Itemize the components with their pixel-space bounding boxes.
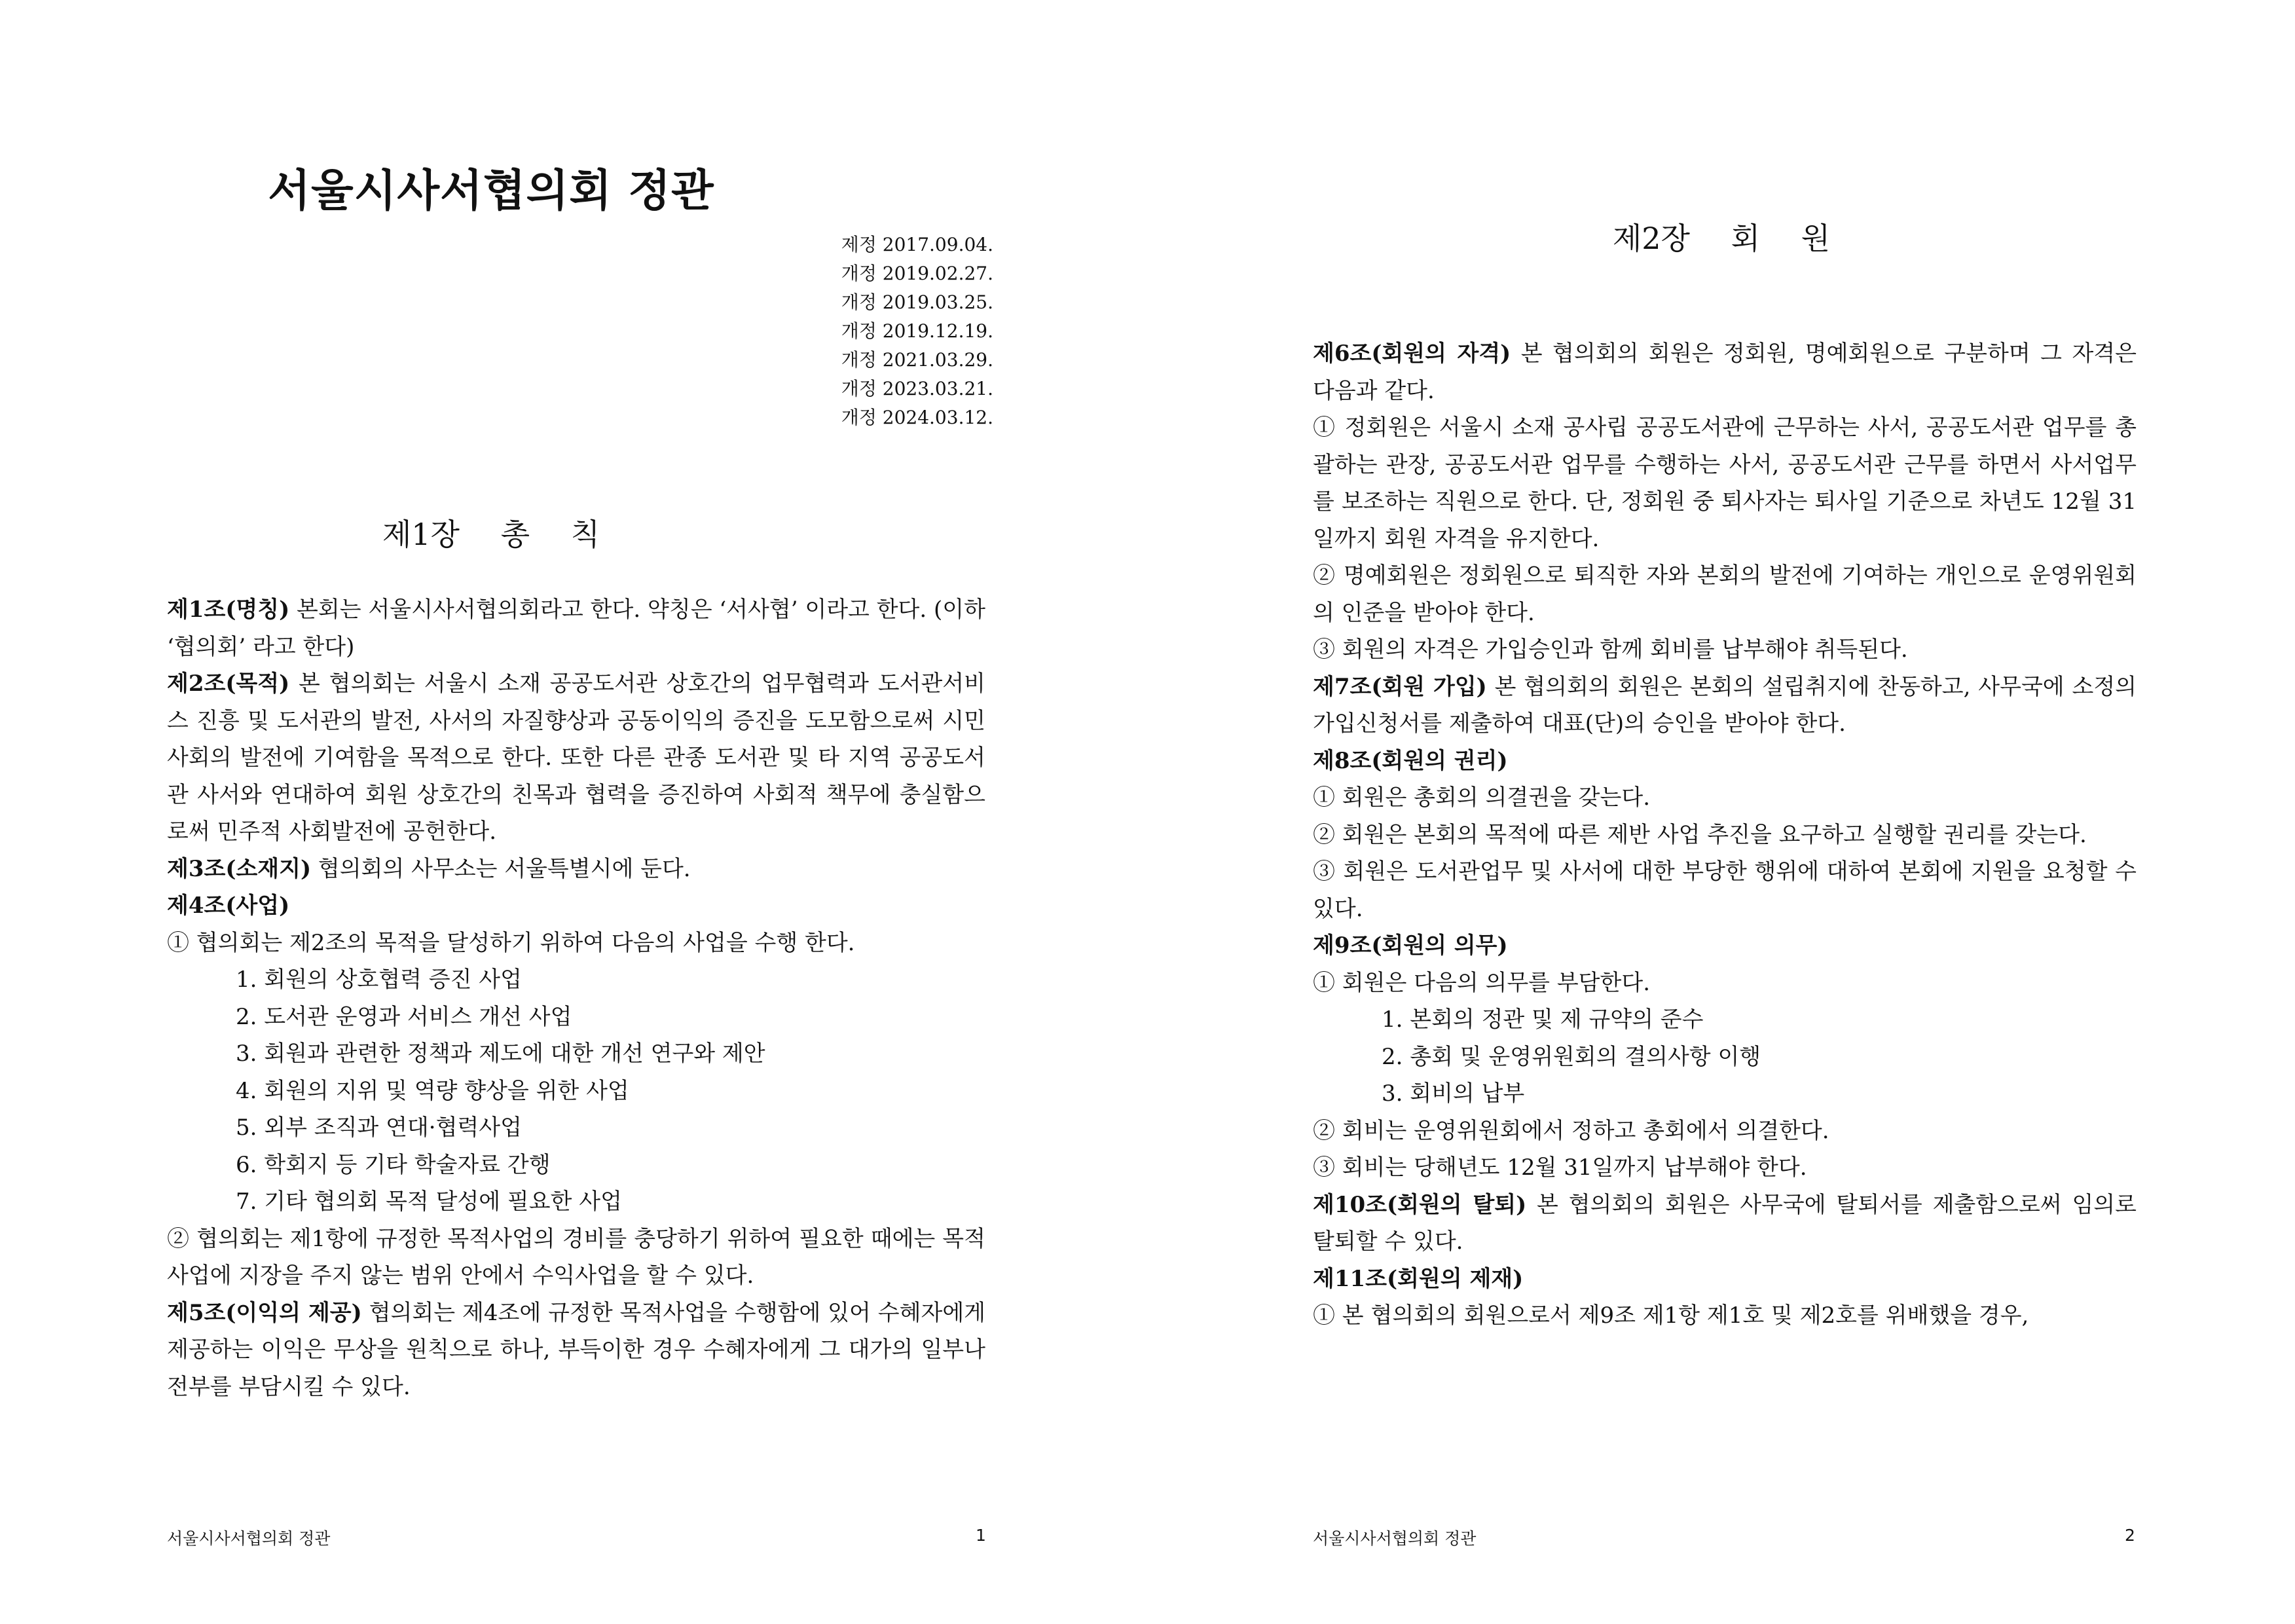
article-8-paragraph-2: ② 회원은 본회의 목적에 따른 제반 사업 추진을 요구하고 실행할 권리를 갖는다.: [1313, 821, 2087, 848]
article-4-paragraph-1: ① 협의회는 제2조의 목적을 달성하기 위하여 다음의 사업을 수행 한다.: [167, 929, 855, 956]
list-item: 2. 도서관 운영과 서비스 개선 사업: [236, 1003, 572, 1030]
article-6-paragraph-3: ③ 회원의 자격은 가입승인과 함께 회비를 납부해야 취득된다.: [1313, 637, 1908, 663]
article-heading: 제2조(목적): [167, 671, 290, 697]
revision-history: [841, 231, 993, 432]
article-6: [1313, 335, 2137, 409]
article-text: 본 협의회의 회원은 본회의 설립취지에 찬동하고, 사무국에 소정의 가입신청서를 제출하여 대표(단)의 승인을 받아야 한다.: [1313, 673, 2137, 737]
list-item: 1. 회원의 상호협력 증진 사업: [236, 967, 522, 993]
article-8-paragraph-1: ① 회원은 총회의 의결권을 갖는다.: [1313, 784, 1651, 811]
chapter-heading-1: 제1장 총 칙: [382, 517, 600, 552]
article-8-paragraph-3: ③ 회원은 도서관업무 및 사서에 대한 부당한 행위에 대하여 본회에 지원을 요청할 수 있다.: [1313, 858, 2137, 922]
article-text: 본 협의회의 회원은 사무국에 탈퇴서를 제출함으로써 임의로 탈퇴할 수 있다.: [1313, 1191, 2137, 1255]
list-item: 4. 회원의 지위 및 역량 향상을 위한 사업: [236, 1077, 629, 1104]
article-text: 본회는 서울시사서협의회라고 한다. 약칭은 ‘서사협’ 이라고 한다. (이하 ‘협의회’ 라고 한다): [167, 597, 985, 660]
chapter-heading-2: 제2장 회 원: [1612, 221, 1831, 256]
list-item: 3. 회비의 납부: [1382, 1080, 1525, 1107]
article-heading: 제6조(회원의 자격): [1313, 341, 1511, 367]
page-number: 2: [2125, 1526, 2135, 1545]
article-4-paragraph-2: ② 협의회는 제1항에 규정한 목적사업의 경비를 충당하기 위하여 필요한 때에는 목적사업에 지장을 주지 않는 범위 안에서 수익사업을 할 수 있다.: [167, 1225, 985, 1289]
revision-entry: 제정 2017.09.04.: [841, 234, 993, 255]
chapter-2-body: [1313, 335, 2137, 1335]
article-text: 본 협의회는 서울시 소재 공공도서관 상호간의 업무협력과 도서관서비스 진흥 및 도서관의 발전, 사서의 자질향상과 공동이익의 증진을 도모함으로써 시민사회의 발전에 기여함을 목적으로 한다. 또한 다른 관종 도서관 및 타 지역 공공도서관 사서와 연대하여 회원 상호간의 친목과 협력을 증진하여 사회적 책무에 충실함으로써 민주적 사회발전에 공헌한다.: [167, 671, 985, 845]
list-item: 5. 외부 조직과 연대·협력사업: [236, 1115, 522, 1141]
article-10: [1313, 1187, 2137, 1261]
page-footer: 서울시사서협의회 정관: [167, 1529, 331, 1548]
revision-entry: 개정 2019.12.19.: [841, 320, 993, 342]
list-item: 3. 회원과 관련한 정책과 제도에 대한 개선 연구와 제안: [236, 1041, 765, 1067]
revision-entry: 개정 2023.03.21.: [841, 378, 993, 399]
chapter-1-body: [167, 591, 985, 1405]
list-item: 1. 본회의 정관 및 제 규약의 준수: [1382, 1006, 1704, 1033]
article-4-heading: 제4조(사업): [167, 893, 290, 919]
article-8-heading: 제8조(회원의 권리): [1313, 747, 1508, 774]
article-9-paragraph-1: ① 회원은 다음의 의무를 부담한다.: [1313, 969, 1651, 996]
article-3: [167, 851, 985, 888]
document-page-2: [1148, 0, 2295, 1624]
article-heading: 제5조(이익의 제공): [167, 1299, 362, 1326]
article-2: [167, 665, 985, 851]
article-5: [167, 1295, 985, 1406]
article-11-heading: 제11조(회원의 제재): [1313, 1265, 1524, 1292]
article-1: [167, 591, 985, 665]
article-heading: 제10조(회원의 탈퇴): [1313, 1191, 1527, 1218]
article-9-heading: 제9조(회원의 의무): [1313, 932, 1508, 959]
list-item: 6. 학회지 등 기타 학술자료 간행: [236, 1151, 551, 1178]
article-text: 협의회의 사무소는 서울특별시에 둔다.: [311, 855, 691, 882]
article-11-paragraph-1: ① 본 협의회의 회원으로서 제9조 제1항 제1호 및 제2호를 위배했을 경우,: [1313, 1302, 2029, 1329]
article-heading: 제1조(명칭): [167, 597, 290, 623]
article-9-paragraph-2: ② 회비는 운영위원회에서 정하고 총회에서 의결한다.: [1313, 1117, 1829, 1144]
article-9-paragraph-3: ③ 회비는 당해년도 12월 31일까지 납부해야 한다.: [1313, 1154, 1807, 1181]
revision-entry: 개정 2021.03.29.: [841, 349, 993, 371]
list-item: 7. 기타 협의회 목적 달성에 필요한 사업: [236, 1189, 622, 1215]
article-6-paragraph-2: ② 명예회원은 정회원으로 퇴직한 자와 본회의 발전에 기여하는 개인으로 운영위원회의 인준을 받아야 한다.: [1313, 563, 2137, 626]
article-text: 본 협의회의 회원은 정회원, 명예회원으로 구분하며 그 자격은 다음과 같다.: [1313, 341, 2137, 404]
revision-entry: 개정 2019.03.25.: [841, 291, 993, 313]
document-title: 서울시사서협의회 정관: [268, 164, 714, 216]
article-heading: 제3조(소재지): [167, 855, 312, 882]
revision-entry: 개정 2019.02.27.: [841, 263, 993, 284]
article-7: [1313, 669, 2137, 743]
article-text: 협의회는 제4조에 규정한 목적사업을 수행함에 있어 수혜자에게 제공하는 이익은 무상을 원칙으로 하나, 부득이한 경우 수혜자에게 그 대가의 일부나 전부를 부담시킬 수 있다.: [167, 1299, 986, 1400]
page-footer: 서울시사서협의회 정관: [1313, 1529, 1477, 1548]
revision-entry: 개정 2024.03.12.: [841, 407, 993, 428]
document-page-1: [0, 0, 1147, 1624]
list-item: 2. 총회 및 운영위원회의 결의사항 이행: [1382, 1043, 1761, 1070]
article-heading: 제7조(회원 가입): [1313, 673, 1487, 700]
article-6-paragraph-1: ① 정회원은 서울시 소재 공사립 공공도서관에 근무하는 사서, 공공도서관 업무를 총괄하는 관장, 공공도서관 업무를 수행하는 사서, 공공도서관 근무를 하면서 사서업무를 보조하는 직원으로 한다. 단, 정회원 중 퇴사자는 퇴사일 기준으로 차년도 12월 31일까지 회원 자격을 유지한다.: [1313, 415, 2137, 552]
page-number: 1: [976, 1526, 986, 1545]
